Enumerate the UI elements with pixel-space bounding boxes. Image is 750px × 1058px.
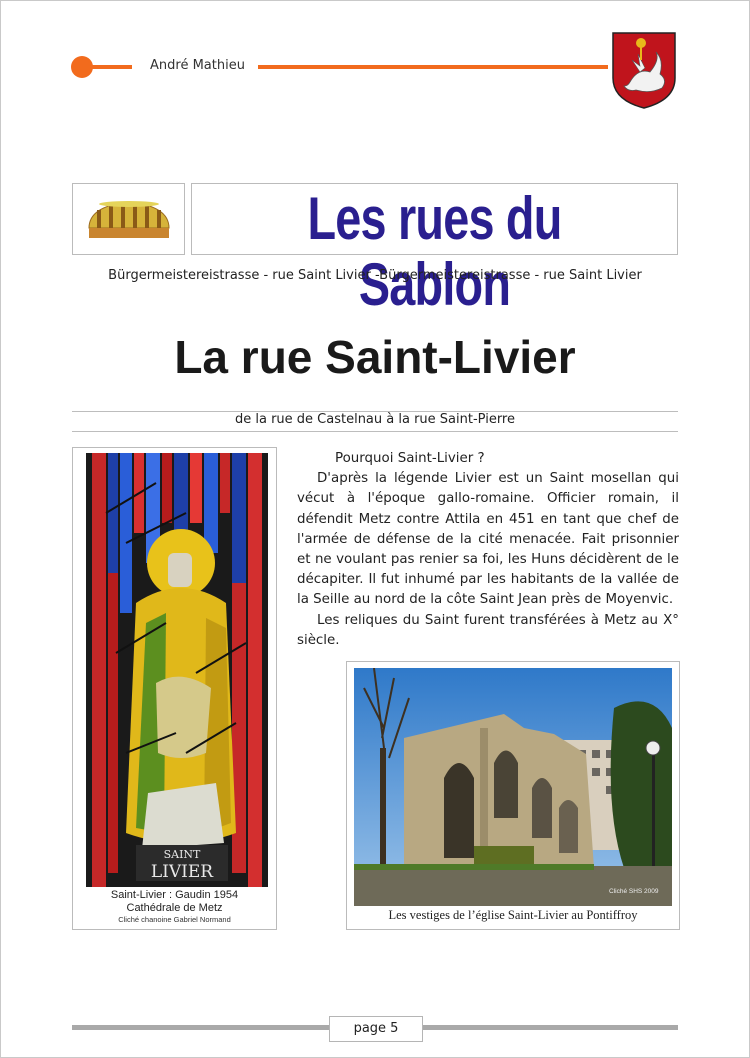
series-title: Les rues du Sablon xyxy=(307,185,562,318)
church-ruins-photo xyxy=(354,668,672,906)
route-description: de la rue de Castelnau à la rue Saint-Pierre xyxy=(234,412,515,427)
route-rule-bottom xyxy=(72,431,678,432)
body-question: Pourquoi Saint-Livier ? xyxy=(335,451,485,466)
stained-glass-window-image xyxy=(86,453,268,887)
right-caption: Les vestiges de l’église Saint-Livier au Pontiffroy xyxy=(388,908,638,922)
page-number-box xyxy=(329,1016,423,1042)
church-ruins-figure xyxy=(346,661,680,930)
photo-credit: Cliché SHS 2009 xyxy=(609,888,659,895)
dragon-coat-of-arms-icon xyxy=(610,30,678,110)
article-body xyxy=(297,449,679,651)
author-name: André Mathieu xyxy=(150,58,245,73)
left-caption-credit: Cliché chanoine Gabriel Normand xyxy=(118,915,231,924)
left-caption-line2: Cathédrale de Metz xyxy=(126,902,223,914)
article-title: La rue Saint-Livier xyxy=(174,331,576,383)
amphitheatre-icon xyxy=(73,184,184,254)
header-rule-right xyxy=(258,65,608,69)
header-orange-dot xyxy=(71,56,93,78)
window-inscription-1: SAINT xyxy=(163,848,201,861)
body-paragraph-2: Les reliques du Saint furent transférées à Metz au X° siècle. xyxy=(297,612,679,648)
left-caption-line1: Saint-Livier : Gaudin 1954 xyxy=(110,889,239,901)
page-number: page 5 xyxy=(353,1021,399,1036)
header-rule-left xyxy=(92,65,132,69)
street-names-subtitle: Bürgermeistereistrasse - rue Saint Livier -Bürgermeistereistrasse - rue Saint Livier xyxy=(108,268,642,283)
series-thumbnail-box xyxy=(72,183,185,255)
window-inscription-2: LIVIER xyxy=(150,862,214,882)
stained-glass-figure xyxy=(72,447,277,930)
body-paragraph-1: D'après la légende Livier est un Saint mosellan qui vécut à l'époque gallo-romaine. Officier romain, il défendit Metz contre Attila en 451 en tant que chef de l'armée de défense de la cité menacée. Fait prisonnier et ne voulant pas renier sa foi, les Huns décidèrent de le décapiter. Il fut inhumé par les habitants de la vallée de la Seille au nord de la côte Saint Jean près de Moyenvic. xyxy=(297,471,679,608)
